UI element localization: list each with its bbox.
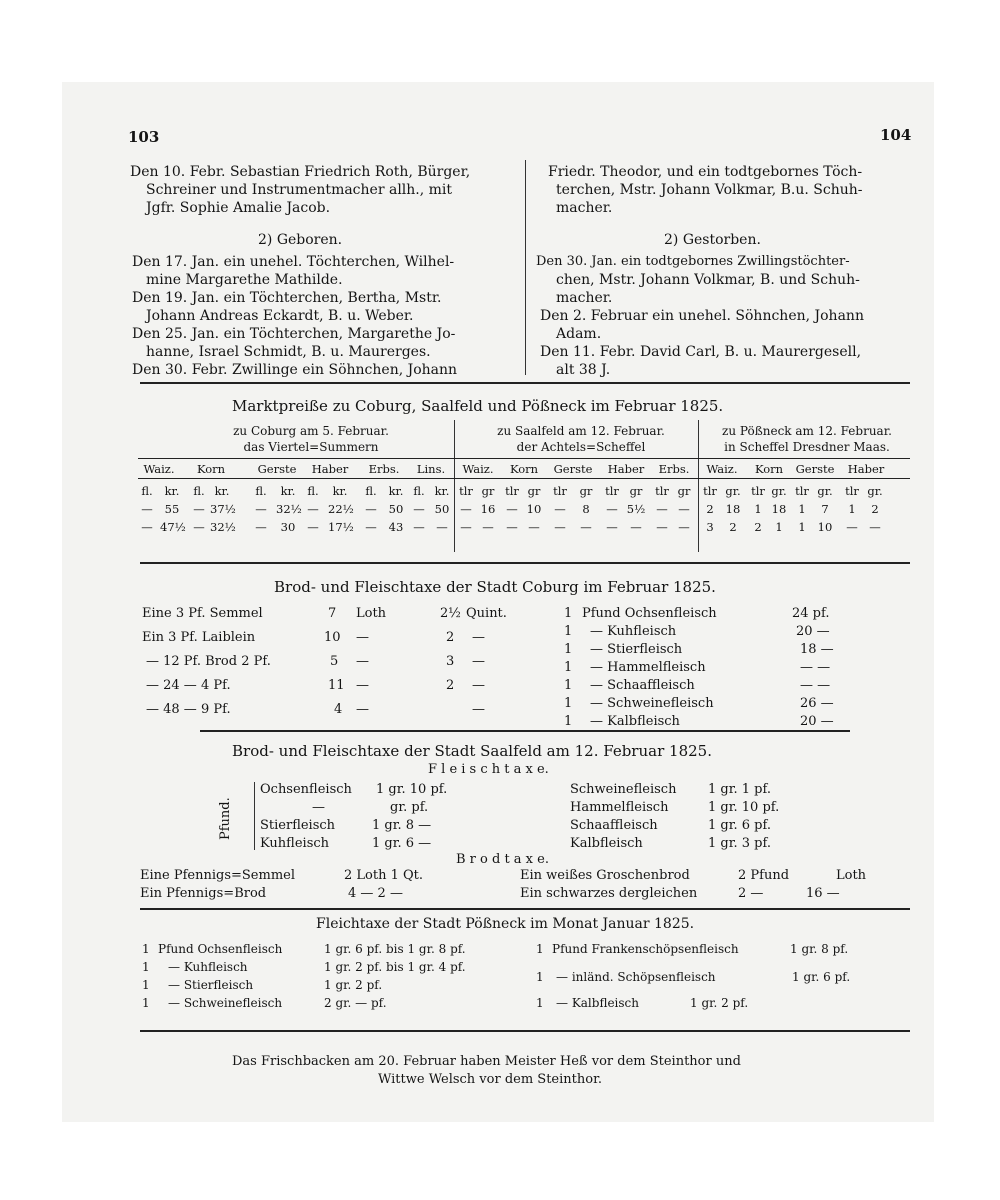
born-line: Den 17. Jan. ein unehel. Töchterchen, Wilhel- [132, 254, 455, 270]
meat-tax-heading: F l e i s c h t a x e. [428, 762, 549, 777]
unit-label: tlr [795, 484, 809, 498]
bread-quint: 2 [446, 678, 455, 693]
coburg-header: zu Coburg am 5. Februar. [233, 424, 389, 438]
unit-label: kr. [332, 484, 348, 498]
page-number-left: 103 [128, 128, 160, 146]
bread-quint: 2 [446, 630, 455, 645]
price-cell: — [365, 502, 377, 516]
price-cell: — [678, 502, 690, 516]
price-cell: — [436, 520, 448, 534]
grain-label: Gerste [257, 462, 297, 476]
price-cell: — [255, 520, 267, 534]
price-cell: — [413, 520, 425, 534]
bread-item: Ein 3 Pf. Laiblein [142, 630, 256, 645]
unit-label: kr. [214, 484, 230, 498]
unit-label: tlr [605, 484, 619, 498]
column-divider [525, 160, 526, 375]
price-cell: 1 [798, 520, 806, 534]
bread-unit: Loth [356, 606, 387, 621]
died-line: Den 2. Februar ein unehel. Söhnchen, Johann [540, 308, 864, 324]
born-line: mine Margarethe Mathilde. [146, 272, 343, 288]
meat-item: Kuhfleisch [260, 836, 330, 851]
meat-price: 1 gr. 2 pf. bis 1 gr. 4 pf. [324, 960, 466, 974]
price-cell: 10 [526, 502, 542, 516]
price-cell: — [413, 502, 425, 516]
unit-label: gr. [817, 484, 833, 498]
meat-qty: 1 [536, 970, 544, 984]
died-heading: 2) Gestorben. [664, 232, 761, 248]
bread-item: — 48 — 9 Pf. [146, 702, 231, 717]
unit-label: gr [629, 484, 643, 498]
marriage-line: Jgfr. Sophie Amalie Jacob. [146, 200, 331, 216]
meat-price: 1 gr. 10 pf. [376, 782, 448, 797]
meat-price: gr. pf. [390, 800, 429, 815]
grain-label: Haber [847, 462, 885, 476]
meat-item: Pfund Ochsenfleisch [158, 942, 283, 956]
price-cell: 50 [388, 502, 404, 516]
meat-price: 1 gr. 6 pf. bis 1 gr. 8 pf. [324, 942, 466, 956]
meat-item: — Schweinefleisch [168, 996, 283, 1010]
bread-unit: — [356, 630, 369, 645]
price-cell: 1 [848, 502, 856, 516]
born-line: Den 25. Jan. ein Töchterchen, Margarethe Jo- [132, 326, 456, 342]
price-cell: 47½ [160, 520, 186, 534]
bread-unit: — [356, 678, 369, 693]
price-cell: 17½ [328, 520, 354, 534]
bread-unit: Quint. [466, 606, 507, 621]
price-cell: — [506, 502, 518, 516]
unit-label: gr. [867, 484, 883, 498]
unit-label: kr. [388, 484, 404, 498]
meat-price: 1 gr. 6 pf. [708, 818, 771, 833]
meat-price: — — [800, 678, 831, 693]
bread-tax-heading: B r o d t a x e. [456, 852, 549, 867]
meat-price: 26 — [800, 696, 834, 711]
born-line: Den 19. Jan. ein Töchterchen, Bertha, Mstr. [132, 290, 442, 306]
price-cell: — [193, 502, 205, 516]
unit-label: gr. [725, 484, 741, 498]
died-line: Den 30. Jan. ein todtgebornes Zwillingstöchter- [536, 254, 850, 269]
meat-item: — [312, 800, 325, 815]
grain-label: Waiz. [143, 462, 175, 476]
meat-price: 20 — [800, 714, 834, 729]
meat-price: 1 gr. 1 pf. [708, 782, 771, 797]
price-cell: 1 [754, 502, 762, 516]
bread-unit: — [472, 630, 485, 645]
table-rule [138, 478, 910, 479]
bread-unit: 16 — [806, 886, 840, 901]
bread-weight: 11 [328, 678, 345, 693]
died-line: chen, Mstr. Johann Volkmar, B. und Schuh- [556, 272, 860, 288]
meat-price: 1 gr. 2 pf. [324, 978, 383, 992]
meat-item: — Kuhfleisch [590, 624, 677, 639]
bread-unit: Loth [836, 868, 867, 883]
bread-unit: — [472, 654, 485, 669]
price-cell: 30 [280, 520, 296, 534]
unit-label: tlr [553, 484, 567, 498]
died-line: Den 11. Febr. David Carl, B. u. Maurergesell, [540, 344, 862, 360]
unit-label: tlr [459, 484, 473, 498]
born-line: Den 30. Febr. Zwillinge ein Söhnchen, Johann [132, 362, 458, 378]
grain-label: Erbs. [368, 462, 400, 476]
price-cell: 7 [821, 502, 829, 516]
bread-item: — 24 — 4 Pf. [146, 678, 231, 693]
price-cell: — [193, 520, 205, 534]
price-cell: — [307, 502, 319, 516]
price-cell: 2 [871, 502, 879, 516]
meat-qty: 1 [142, 960, 150, 974]
price-cell: — [460, 520, 472, 534]
meat-item: — Kuhfleisch [168, 960, 248, 974]
price-cell: 2 [754, 520, 762, 534]
bread-weight: 2 Pfund [738, 868, 790, 883]
saalfeld-header: zu Saalfeld am 12. Februar. [497, 424, 665, 438]
unit-label: tlr [505, 484, 519, 498]
unit-label: gr [677, 484, 691, 498]
born-heading: 2) Geboren. [258, 232, 343, 248]
price-cell: 50 [434, 502, 450, 516]
price-cell: — [506, 520, 518, 534]
coburg-header: das Viertel=Summern [243, 440, 379, 454]
rule [140, 1030, 910, 1032]
price-cell: 2 [706, 502, 714, 516]
grain-label: Korn [509, 462, 539, 476]
meat-item: Pfund Frankenschöpsenfleisch [552, 942, 739, 956]
unit-label: tlr [703, 484, 717, 498]
price-cell: — [580, 520, 592, 534]
rule [140, 562, 910, 564]
meat-qty: 1 [142, 942, 150, 956]
meat-price: 20 — [796, 624, 830, 639]
continued-line: terchen, Mstr. Johann Volkmar, B.u. Schuh- [556, 182, 863, 198]
price-cell: 16 [480, 502, 496, 516]
price-cell: 1 [798, 502, 806, 516]
grain-label: Lins. [416, 462, 446, 476]
price-cell: — [255, 502, 267, 516]
bread-weight: 4 [334, 702, 343, 717]
rule [200, 730, 850, 732]
grain-label: Korn [754, 462, 784, 476]
meat-price: 2 gr. — pf. [324, 996, 387, 1010]
meat-qty: 1 [564, 642, 573, 657]
grain-label: Korn [196, 462, 226, 476]
market-title: Marktpreiße zu Coburg, Saalfeld und Pößneck im Februar 1825. [232, 397, 724, 415]
born-line: Johann Andreas Eckardt, B. u. Weber. [146, 308, 414, 324]
price-cell: — [606, 502, 618, 516]
price-cell: — [554, 520, 566, 534]
bread-unit: — [472, 678, 485, 693]
meat-item: Pfund Ochsenfleisch [582, 606, 717, 621]
price-cell: — [460, 502, 472, 516]
coburg-tax-title: Brod- und Fleischtaxe der Stadt Coburg im Februar 1825. [274, 578, 716, 596]
price-cell: — [141, 520, 153, 534]
meat-item: — Schweinefleisch [590, 696, 714, 711]
grain-label: Waiz. [462, 462, 494, 476]
meat-item: Hammelfleisch [570, 800, 669, 815]
meat-price: 1 gr. 8 — [372, 818, 432, 833]
meat-price: — — [800, 660, 831, 675]
price-cell: — [656, 520, 668, 534]
meat-price: 1 gr. 2 pf. [690, 996, 749, 1010]
meat-item: Stierfleisch [260, 818, 336, 833]
price-cell: 5½ [626, 502, 646, 516]
meat-item: — inländ. Schöpsenfleisch [556, 970, 716, 984]
price-cell: 43 [388, 520, 404, 534]
bread-weight: 2 — [738, 886, 764, 901]
poessneck-header: in Scheffel Dresdner Maas. [724, 440, 890, 454]
price-cell: — [656, 502, 668, 516]
poessneck-tax-title: Fleichtaxe der Stadt Pößneck im Monat Januar 1825. [316, 916, 695, 932]
unit-label: fl. [365, 484, 377, 498]
meat-price: 1 gr. 6 — [372, 836, 432, 851]
price-cell: — [630, 520, 642, 534]
died-line: alt 38 J. [556, 362, 611, 378]
unit-label: fl. [307, 484, 319, 498]
marriage-line: Den 10. Febr. Sebastian Friedrich Roth, Bürger, [130, 164, 471, 180]
price-cell: 2 [729, 520, 737, 534]
bread-weight: 4 — 2 — [348, 886, 403, 901]
price-cell: 32½ [276, 502, 302, 516]
unit-label: fl. [193, 484, 205, 498]
bread-item: Eine Pfennigs=Semmel [140, 868, 295, 883]
grain-label: Haber [607, 462, 645, 476]
price-cell: 10 [817, 520, 833, 534]
unit-label: fl. [255, 484, 267, 498]
footer-line: Das Frischbacken am 20. Februar haben Meister Heß vor dem Steinthor und [232, 1054, 741, 1069]
bread-weight: 5 [330, 654, 339, 669]
bread-item: Ein schwarzes dergleichen [520, 886, 698, 901]
meat-qty: 1 [564, 624, 573, 639]
rule [140, 382, 910, 384]
bread-quint: 3 [446, 654, 455, 669]
bread-item: Eine 3 Pf. Semmel [142, 606, 263, 621]
continued-line: Friedr. Theodor, und ein todtgebornes Töch- [548, 164, 863, 180]
brace-line [254, 782, 255, 850]
meat-qty: 1 [564, 606, 573, 621]
bread-weight: 2 Loth 1 Qt. [344, 868, 424, 883]
meat-item: Schaaffleisch [570, 818, 658, 833]
pfund-side-label: Pfund. [218, 797, 233, 840]
grain-label: Haber [311, 462, 349, 476]
price-cell: — [528, 520, 540, 534]
grain-label: Gerste [553, 462, 593, 476]
unit-label: gr [481, 484, 495, 498]
bread-quint: 2½ [440, 606, 461, 621]
meat-price: 1 gr. 6 pf. [792, 970, 851, 984]
bread-weight: 10 [324, 630, 341, 645]
price-cell: 55 [164, 502, 180, 516]
continued-line: macher. [556, 200, 613, 216]
meat-price: 18 — [800, 642, 834, 657]
price-cell: 3 [706, 520, 714, 534]
unit-label: kr. [164, 484, 180, 498]
unit-label: kr. [434, 484, 450, 498]
unit-label: kr. [280, 484, 296, 498]
price-cell: — [678, 520, 690, 534]
bread-unit: — [356, 702, 369, 717]
unit-label: tlr [655, 484, 669, 498]
price-cell: — [307, 520, 319, 534]
marriage-line: Schreiner und Instrumentmacher allh., mit [146, 182, 453, 198]
died-line: macher. [556, 290, 613, 306]
meat-item: — Stierfleisch [590, 642, 683, 657]
poessneck-header: zu Pößneck am 12. Februar. [722, 424, 892, 438]
unit-label: gr [579, 484, 593, 498]
bread-item: — 12 Pf. Brod 2 Pf. [146, 654, 271, 669]
unit-label: fl. [413, 484, 425, 498]
table-rule [138, 458, 910, 459]
unit-label: fl. [141, 484, 153, 498]
meat-price: 1 gr. 3 pf. [708, 836, 771, 851]
meat-item: — Kalbfleisch [556, 996, 640, 1010]
page-number-right: 104 [880, 126, 912, 144]
unit-label: tlr [751, 484, 765, 498]
meat-qty: 1 [564, 696, 573, 711]
meat-qty: 1 [142, 978, 150, 992]
died-line: Adam. [556, 326, 602, 342]
meat-qty: 1 [536, 996, 544, 1010]
price-cell: — [365, 520, 377, 534]
table-divider [454, 420, 455, 552]
footer-line: Wittwe Welsch vor dem Steinthor. [378, 1072, 602, 1087]
price-cell: 22½ [328, 502, 354, 516]
bread-weight: 7 [328, 606, 337, 621]
meat-item: — Schaaffleisch [590, 678, 695, 693]
bread-unit: — [356, 654, 369, 669]
price-cell: 18 [771, 502, 787, 516]
price-cell: — [846, 520, 858, 534]
price-cell: — [606, 520, 618, 534]
price-cell: 8 [582, 502, 590, 516]
meat-item: — Stierfleisch [168, 978, 254, 992]
unit-label: tlr [845, 484, 859, 498]
meat-item: Ochsenfleisch [260, 782, 352, 797]
saalfeld-tax-title: Brod- und Fleischtaxe der Stadt Saalfeld am 12. Februar 1825. [232, 742, 712, 760]
bread-item: Ein weißes Groschenbrod [520, 868, 690, 883]
saalfeld-header: der Achtels=Scheffel [516, 440, 646, 454]
born-line: hanne, Israel Schmidt, B. u. Maurerges. [146, 344, 431, 360]
price-cell: 18 [725, 502, 741, 516]
price-cell: 1 [775, 520, 783, 534]
grain-label: Gerste [795, 462, 835, 476]
rule [140, 908, 910, 910]
unit-label: gr [527, 484, 541, 498]
price-cell: — [554, 502, 566, 516]
price-cell: — [141, 502, 153, 516]
meat-item: Schweinefleisch [570, 782, 677, 797]
meat-qty: 1 [564, 678, 573, 693]
price-cell: — [482, 520, 494, 534]
bread-unit: — [472, 702, 485, 717]
meat-qty: 1 [142, 996, 150, 1010]
meat-item: Kalbfleisch [570, 836, 643, 851]
grain-label: Waiz. [706, 462, 738, 476]
meat-item: — Kalbfleisch [590, 714, 680, 729]
meat-price: 1 gr. 8 pf. [790, 942, 849, 956]
unit-label: gr. [771, 484, 787, 498]
table-divider [698, 420, 699, 552]
meat-qty: 1 [536, 942, 544, 956]
meat-price: 1 gr. 10 pf. [708, 800, 780, 815]
bread-item: Ein Pfennigs=Brod [140, 886, 267, 901]
meat-item: — Hammelfleisch [590, 660, 706, 675]
price-cell: 32½ [210, 520, 236, 534]
meat-price: 24 pf. [792, 606, 830, 621]
grain-label: Erbs. [658, 462, 690, 476]
price-cell: — [869, 520, 881, 534]
meat-qty: 1 [564, 660, 573, 675]
meat-qty: 1 [564, 714, 573, 729]
price-cell: 37½ [210, 502, 236, 516]
